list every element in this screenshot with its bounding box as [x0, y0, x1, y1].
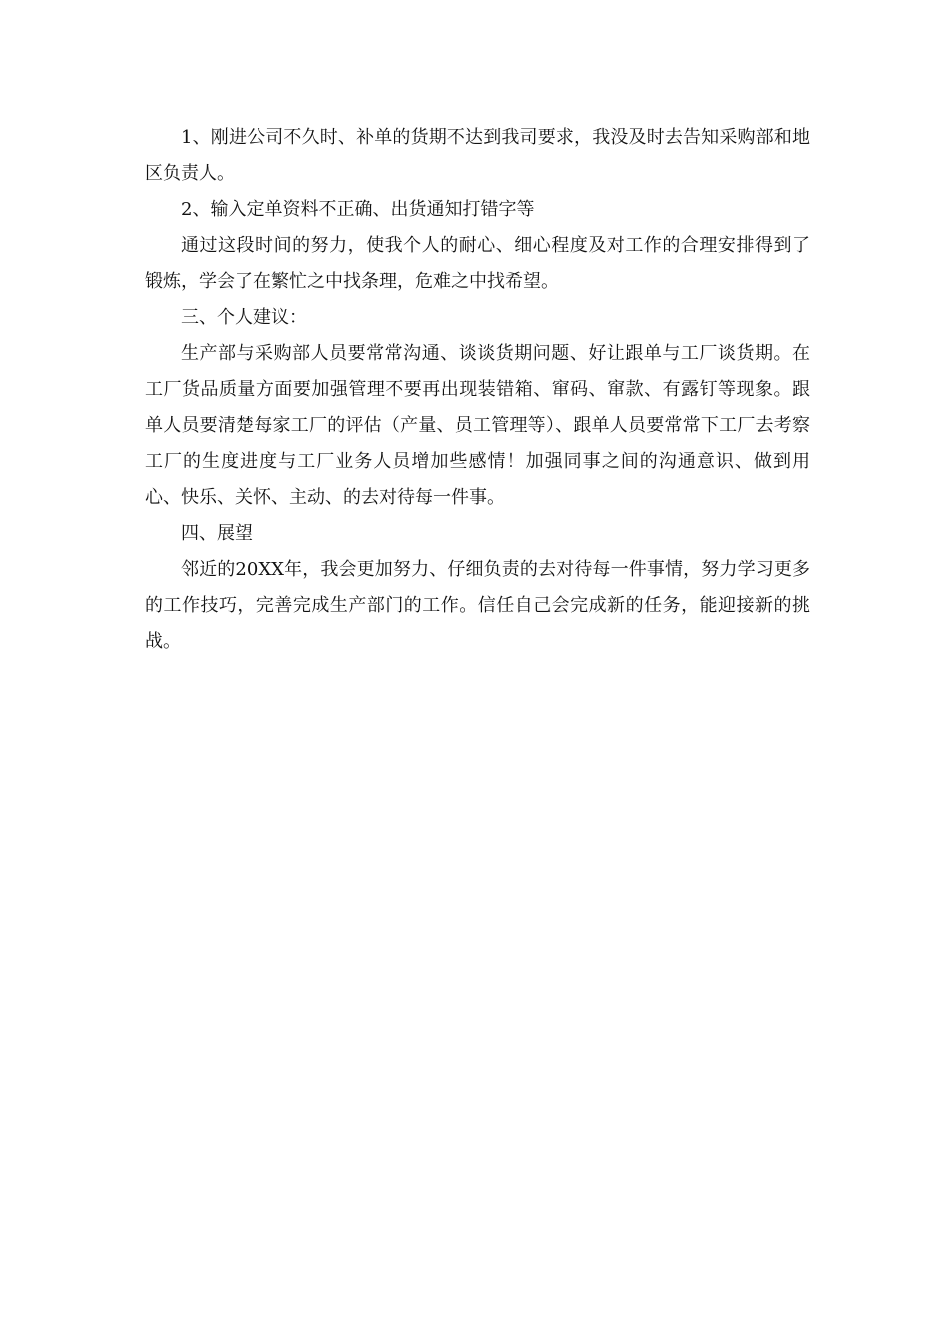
heading-outlook: 四、展望 — [181, 523, 253, 544]
paragraph-issue-2: 2、输入定单资料不正确、出货通知打错字等 — [181, 199, 535, 220]
document-body — [145, 120, 810, 660]
paragraph-outlook: 邻近的20XX年，我会更加努力、仔细负责的去对待每一件事情，努力学习更多的工作技巧，完善完成生产部门的工作。信任自己会完成新的任务，能迎接新的挑战。 — [145, 559, 810, 652]
paragraph-suggestions: 生产部与采购部人员要常常沟通、谈谈货期问题、好让跟单与工厂谈货期。在工厂货品质量方面要加强管理不要再出现装错箱、窜码、窜款、有露钉等现象。跟单人员要清楚每家工厂的评估（产量、员工管理等）、跟单人员要常常下工厂去考察工厂的生度进度与工厂业务人员增加些感情！加强同事之间的沟通意识、做到用心、快乐、关怀、主动、的去对待每一件事。 — [145, 343, 810, 508]
paragraph-reflection: 通过这段时间的努力，使我个人的耐心、细心程度及对工作的合理安排得到了锻炼，学会了在繁忙之中找条理，危难之中找希望。 — [145, 235, 810, 292]
paragraph-issue-1: 1、刚进公司不久时、补单的货期不达到我司要求，我没及时去告知采购部和地区负责人。 — [145, 127, 810, 184]
heading-suggestions: 三、个人建议： — [181, 307, 307, 328]
